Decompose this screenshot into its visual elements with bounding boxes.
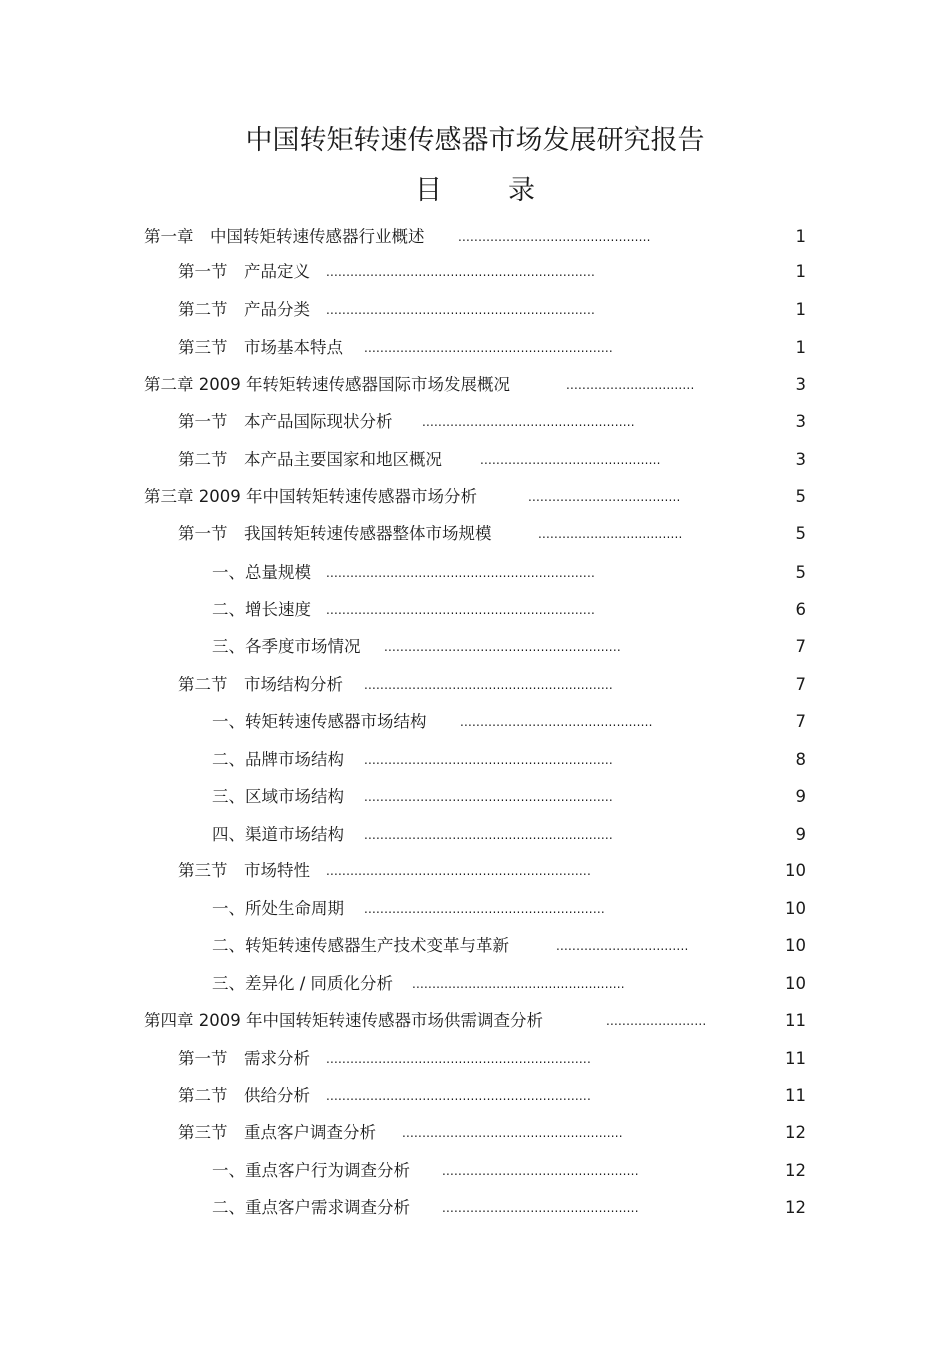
toc-dot-leader: .................................... [538,527,683,541]
toc-entry-label: 一、重点客户行为调查分析 [212,1161,410,1180]
toc-entry-label: 第二节 本产品主要国家和地区概况 [178,450,442,469]
toc-dot-leader: .............................................................. [364,753,613,767]
toc-heading-left: 目 [415,175,442,206]
toc-page-number: 7 [795,637,806,656]
toc-page-number: 11 [785,1049,806,1068]
toc-dot-leader: .............................................................. [364,341,613,355]
toc-entry[interactable] [0,1009,950,1033]
toc-entry[interactable] [0,336,950,360]
toc-entry[interactable] [0,710,950,734]
toc-page-number: 10 [785,899,806,918]
toc-dot-leader: ................................. [556,939,689,953]
toc-entry-label: 第三节 市场基本特点 [178,338,343,357]
toc-dot-leader: ..................................................... [422,415,635,429]
toc-page-number: 12 [785,1123,806,1142]
toc-page-number: 7 [795,675,806,694]
toc-dot-leader: ...................................... [528,490,681,504]
toc-heading-right: 录 [508,175,535,206]
toc-entry-label: 三、区域市场结构 [212,787,344,806]
toc-page-number: 12 [785,1198,806,1217]
toc-entry-label: 一、总量规模 [212,563,311,582]
toc-page-number: 10 [785,861,806,880]
toc-entry-label: 二、增长速度 [212,600,311,619]
toc-entry-label: 第一节 需求分析 [178,1049,310,1068]
toc-entry-label: 第二节 市场结构分析 [178,675,343,694]
toc-page-number: 10 [785,936,806,955]
toc-entry[interactable] [0,598,950,622]
toc-entry[interactable] [0,1084,950,1108]
toc-entry[interactable] [0,561,950,585]
toc-entry-label: 第一节 产品定义 [178,262,310,281]
toc-dot-leader: ................................................. [442,1201,639,1215]
toc-entry[interactable] [0,225,950,249]
toc-entry-label: 二、转矩转速传感器生产技术变革与革新 [212,936,509,955]
toc-entry[interactable] [0,298,950,322]
toc-entry[interactable] [0,748,950,772]
toc-entry[interactable] [0,1196,950,1220]
toc-entry[interactable] [0,972,950,996]
toc-page-number: 7 [795,712,806,731]
toc-dot-leader: .............................................................. [364,790,613,804]
toc-entry[interactable] [0,1121,950,1145]
toc-entry[interactable] [0,522,950,546]
toc-entry-label: 第二节 供给分析 [178,1086,310,1105]
toc-entry[interactable] [0,934,950,958]
toc-entry-label: 二、品牌市场结构 [212,750,344,769]
toc-entry[interactable] [0,448,950,472]
toc-page-number: 1 [795,262,806,281]
toc-entry-label: 一、转矩转速传感器市场结构 [212,712,427,731]
toc-entry-label: 第二节 产品分类 [178,300,310,319]
toc-entry[interactable] [0,373,950,397]
toc-entry[interactable] [0,897,950,921]
toc-page-number: 12 [785,1161,806,1180]
document-title: 中国转矩转速传感器市场发展研究报告 [245,125,705,156]
toc-entry-label: 四、渠道市场结构 [212,825,344,844]
toc-dot-leader: ................................................................... [326,566,595,580]
toc-dot-leader: ........................................................... [384,640,621,654]
toc-entry[interactable] [0,785,950,809]
toc-entry[interactable] [0,485,950,509]
toc-page-number: 3 [795,450,806,469]
toc-dot-leader: ................................................................... [326,265,595,279]
toc-page-number: 11 [785,1011,806,1030]
toc-page-number: 10 [785,974,806,993]
toc-page-number: 1 [795,227,806,246]
toc-entry-label: 第一节 我国转矩转速传感器整体市场规模 [178,524,492,543]
toc-page-number: 9 [795,787,806,806]
toc-entry[interactable] [0,635,950,659]
toc-entry-label: 第三章 2009 年中国转矩转速传感器市场分析 [144,487,477,506]
toc-page-number: 5 [795,524,806,543]
toc-dot-leader: ................................ [566,378,695,392]
toc-page-number: 1 [795,300,806,319]
toc-entry-label: 三、各季度市场情况 [212,637,361,656]
toc-page-number: 3 [795,412,806,431]
toc-page-number: 5 [795,563,806,582]
toc-page-number: 6 [795,600,806,619]
toc-entry[interactable] [0,823,950,847]
toc-entry[interactable] [0,1047,950,1071]
toc-dot-leader: ................................................................... [326,603,595,617]
toc-page-number: 5 [795,487,806,506]
toc-entry-label: 第三节 重点客户调查分析 [178,1123,376,1142]
toc-dot-leader: ................................................ [460,715,653,729]
toc-entry-label: 第一章 中国转矩转速传感器行业概述 [144,227,425,246]
toc-dot-leader: .................................................................. [326,864,591,878]
toc-dot-leader: .................................................................. [326,1052,591,1066]
toc-dot-leader: ....................................................... [402,1126,623,1140]
toc-page-number: 9 [795,825,806,844]
toc-dot-leader: ................................................ [458,230,651,244]
toc-entry[interactable] [0,410,950,434]
toc-entry[interactable] [0,260,950,284]
toc-entry[interactable] [0,859,950,883]
toc-entry-label: 第二章 2009 年转矩转速传感器国际市场发展概况 [144,375,510,394]
toc-entry-label: 第三节 市场特性 [178,861,310,880]
toc-dot-leader: .............................................................. [364,678,613,692]
toc-dot-leader: ............................................. [480,453,661,467]
toc-page-number: 1 [795,338,806,357]
toc-entry[interactable] [0,1159,950,1183]
toc-dot-leader: .............................................................. [364,828,613,842]
toc-entry-label: 三、差异化 / 同质化分析 [212,974,394,993]
toc-dot-leader: ................................................................... [326,303,595,317]
toc-entry-label: 第一节 本产品国际现状分析 [178,412,393,431]
toc-page-number: 8 [795,750,806,769]
toc-page-number: 3 [795,375,806,394]
toc-entry-label: 一、所处生命周期 [212,899,344,918]
toc-dot-leader: .................................................................. [326,1089,591,1103]
toc-dot-leader: ..................................................... [412,977,625,991]
toc-heading [0,172,950,210]
toc-dot-leader: ............................................................ [364,902,605,916]
toc-page-number: 11 [785,1086,806,1105]
toc-entry-label: 二、重点客户需求调查分析 [212,1198,410,1217]
toc-entry[interactable] [0,673,950,697]
toc-dot-leader: ................................................. [442,1164,639,1178]
toc-dot-leader: ......................... [606,1014,707,1028]
toc-entry-label: 第四章 2009 年中国转矩转速传感器市场供需调查分析 [144,1011,543,1030]
